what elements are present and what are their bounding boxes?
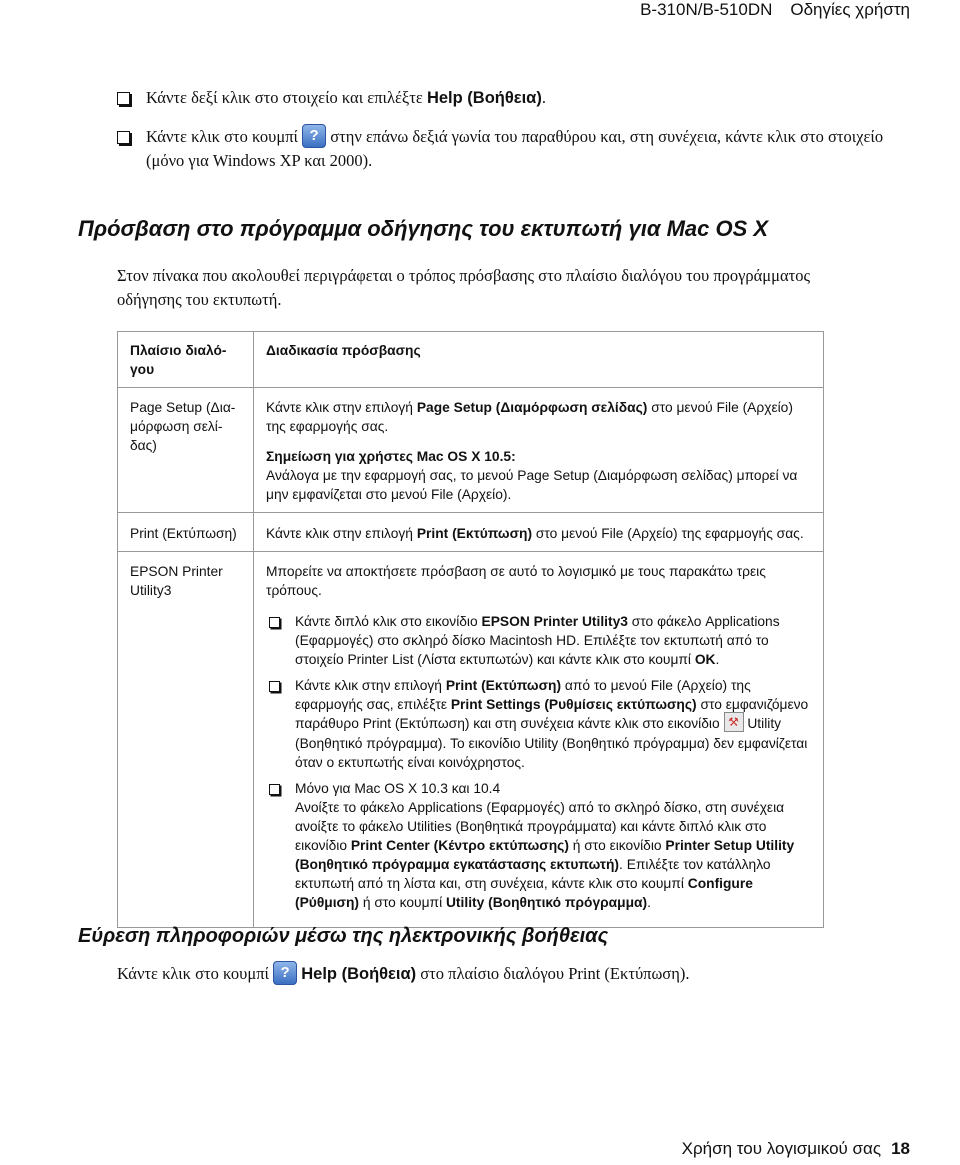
text: Κάντε κλικ στην επιλογή <box>266 400 417 415</box>
table-row <box>118 513 824 552</box>
table-row <box>118 552 824 928</box>
help-icon: ? <box>273 961 297 985</box>
utility-icon: ⚒ <box>724 712 744 732</box>
checkbox-bullet-icon <box>117 92 130 105</box>
section-heading-help: Εύρεση πληροφοριών μέσω της ηλεκτρονικής βοήθειας <box>78 925 609 947</box>
text: ή στο εικονίδιο <box>568 838 666 854</box>
text: . <box>647 895 651 911</box>
text: από το μενού File (Αρχείο) της εφαρμογής σας, επιλέξτε <box>295 678 751 712</box>
footer-label: Χρήση του λογισμικού σας <box>681 1139 882 1158</box>
page-header <box>622 0 910 20</box>
text: Κάντε κλικ στην επιλογή <box>295 678 446 693</box>
text: . Επιλέξτε τον κατάλληλο εκτυπωτή από τη λίστα και, στη συνέχεια, κάντε κλικ στο κουμπί <box>295 857 771 892</box>
table-header-dialog: Πλαίσιο διαλό-γου <box>118 332 254 388</box>
bold-text: EPSON Printer Utility3 <box>481 614 628 629</box>
list-item <box>266 676 812 772</box>
bold-text: Page Setup (Διαμόρφωση σελίδας) <box>416 400 648 415</box>
bold-text: Print Center (Κέντρο εκτύπωσης) <box>350 838 569 854</box>
help-paragraph <box>117 962 917 987</box>
text: Ανοίξτε το φάκελο Applications (Εφαρμογές) από το σκληρό δίσκο, στη συνέχεια ανοίξτε το φάκελο Utilities (Βοηθητικά προγράμματα) και κάντε διπλό κλικ στο εικονίδιο <box>295 800 785 854</box>
bullet-1-end: . <box>541 88 546 107</box>
text: στο μενού File (Αρχείο) της εφαρμογής σας. <box>532 526 804 541</box>
text: . <box>715 652 720 667</box>
bold-text: Utility (Βοηθητικό πρόγραμμα) <box>445 895 648 911</box>
text: Utility (Βοηθητικό πρόγραμμα). Το εικονίδιο Utility (Βοηθητικό πρόγραμμα) δεν εμφανίζεται όταν ο εκτυπωτής είναι κοινόχρηστος. <box>295 716 808 771</box>
checkbox-bullet-icon <box>117 131 130 144</box>
text: ή στο κουμπί <box>359 895 446 911</box>
text: στο πλαίσιο διαλόγου Print (Εκτύπωση). <box>416 964 690 983</box>
intro-bullet-1 <box>117 87 917 109</box>
bold-text: Configure (Ρύθμιση) <box>295 876 753 911</box>
checkbox-bullet-icon <box>269 784 280 795</box>
bold-text: Print Settings (Ρυθμίσεις εκτύπωσης) <box>450 697 697 712</box>
header-model: B-310N/B-510DN <box>640 0 773 19</box>
bold-text: Print (Εκτύπωση) <box>416 526 533 541</box>
page-number: 18 <box>891 1139 910 1158</box>
bold-text: Help (Βοήθεια) <box>301 965 417 983</box>
header-title: Οδηγίες χρήστη <box>790 0 910 19</box>
row-print-dialog: Print (Εκτύπωση) <box>118 513 254 552</box>
text: στο μενού File (Αρχείο) της εφαρμογής σας. <box>266 400 793 434</box>
list-item <box>266 612 812 669</box>
bullet-2-pre: Κάντε κλικ στο κουμπί <box>146 127 303 146</box>
bullet-2-post: στην επάνω δεξιά γωνία του παραθύρου και, στη συνέχεια, κάντε κλικ στο στοιχείο (μόνο για Windows XP και 2000). <box>146 127 884 171</box>
bullet-1-bold: Help (Βοήθεια) <box>426 89 542 107</box>
section-intro-paragraph: Στον πίνακα που ακολουθεί περιγράφεται ο τρόπος πρόσβασης στο πλαίσιο διαλόγου του προγράμματος οδήγησης του εκτυπωτή. <box>117 266 811 309</box>
text: Κάντε κλικ στο κουμπί <box>117 964 274 983</box>
bold-text: Printer Setup Utility (Βοηθητικό πρόγραμμα εγκατάστασης εκτυπωτή) <box>295 838 795 873</box>
bold-text: OK <box>694 652 716 667</box>
text: Κάντε διπλό κλικ στο εικονίδιο <box>295 614 482 629</box>
list-item <box>266 779 812 912</box>
access-table <box>117 331 824 928</box>
text: στο εμφανιζόμενο παράθυρο Print (Εκτύπωση) και στη συνέχεια κάντε κλικ στο εικονίδιο <box>295 697 809 731</box>
text: στο φάκελο Applications (Εφαρμογές) στο σκληρό δίσκο Macintosh HD. Επιλέξτε τον εκτυπωτή από το στοιχείο Printer List (Λίστα εκτυπωτών) και κάντε κλικ στο κουμπί <box>295 614 780 667</box>
help-icon: ? <box>302 124 326 148</box>
row-page-setup-procedure <box>266 398 812 436</box>
bullet-1-text: Κάντε δεξί κλικ στο στοιχείο και επιλέξτε <box>146 88 427 107</box>
row-page-setup-dialog: Page Setup (Δια-μόρφωση σελί-δας) <box>118 388 254 513</box>
table-row <box>118 388 824 513</box>
checkbox-bullet-icon <box>269 681 280 692</box>
intro-bullet-2 <box>117 126 917 172</box>
utility-intro: Μπορείτε να αποκτήσετε πρόσβαση σε αυτό το λογισμικό με τους παρακάτω τρεις τρόπους. <box>266 564 766 598</box>
section-heading-mac: Πρόσβαση στο πρόγραμμα οδήγησης του εκτυπωτή για Mac OS X <box>78 216 769 241</box>
bold-text: Print (Εκτύπωση) <box>445 678 562 693</box>
note-title: Σημείωση για χρήστες Mac OS X 10.5: <box>266 449 516 464</box>
page-footer <box>682 1139 910 1159</box>
note-text: Ανάλογα με την εφαρμογή σας, το μενού Page Setup (Διαμόρφωση σελίδας) μπορεί να μην εμφανίζεται στο μενού File (Αρχείο). <box>266 468 798 502</box>
checkbox-bullet-icon <box>269 617 280 628</box>
table-header-procedure: Διαδικασία πρόσβασης <box>254 332 824 388</box>
row-utility-dialog: EPSON Printer Utility3 <box>118 552 254 928</box>
text: Μόνο για Mac OS X 10.3 και 10.4 <box>295 781 501 797</box>
text: Κάντε κλικ στην επιλογή <box>266 526 417 541</box>
